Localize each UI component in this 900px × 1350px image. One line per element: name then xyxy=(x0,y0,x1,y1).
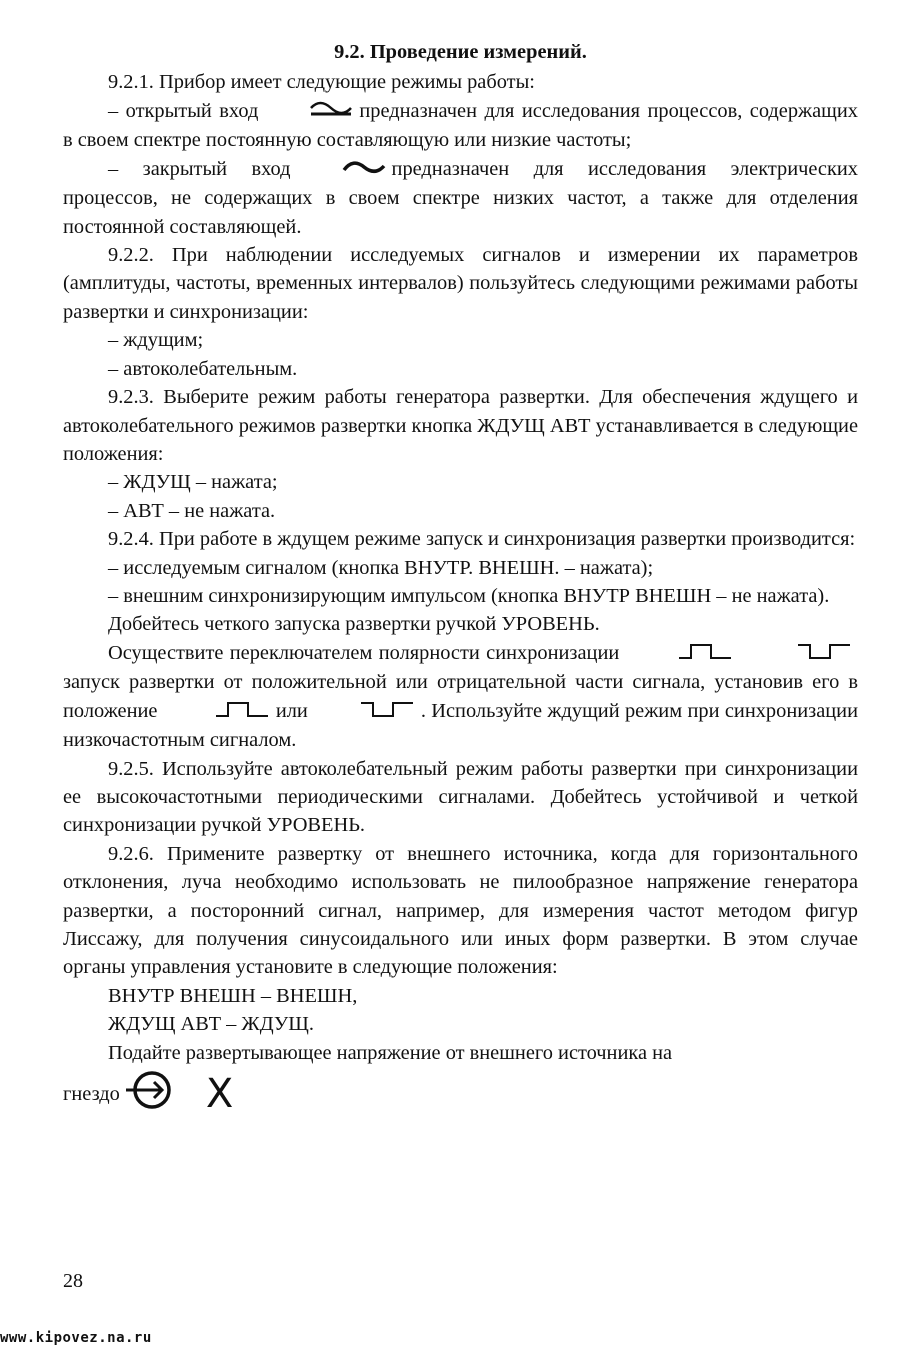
paragraph-9-2-1: 9.2.1. Прибор имеет следующие режимы работы: xyxy=(108,71,535,94)
paragraph-9-2-6: 9.2.6. Примените развертку от внешнего источника, когда для горизонтального отклонения, луча необходимо использовать не пилообразное напряжение генератора развертки, а посторонний сигнал, например, для измерения частот методом фигур Лиссажу, для получения синусоидального или иных форм развертки. В этом случае органы управления установите в следующие положения: xyxy=(63,842,858,979)
polarity-text-2: . Используйте ждущий режим при синхронизации низкочастотным сигналом. xyxy=(63,699,858,752)
ac-coupling-icon xyxy=(297,156,386,184)
x-mark: X xyxy=(205,1071,234,1118)
paragraph-level: Добейтесь четкого запуска развертки ручкой УРОВЕНЬ. xyxy=(108,613,600,636)
paragraph-9-2-3: 9.2.3. Выберите режим работы генератора развертки. Для обеспечения ждущего и автоколебательного режимов развертки кнопка ЖДУЩ АВТ устанавливается в следующие положения: xyxy=(63,386,858,465)
list-item-internal: – исследуемым сигналом (кнопка ВНУТР. ВНЕШН. – нажата); xyxy=(108,556,654,579)
polarity-or: или xyxy=(275,699,308,722)
page-number: 28 xyxy=(63,1270,83,1292)
positive-pulse-icon xyxy=(169,698,270,726)
polarity-text-1: запуск развертки от положительной или отрицательной части сигнала, установив его в положение xyxy=(63,671,858,722)
setting-vnutr-vnesh: ВНУТР ВНЕШН – ВНЕШН, xyxy=(108,984,358,1007)
list-item-external: – внешним синхронизирующим импульсом (кнопка ВНУТР ВНЕШН – не нажата). xyxy=(108,584,830,607)
paragraph-polarity xyxy=(63,639,858,755)
open-input-text: предназначен для исследования процессов, содержащих в своем спектре постоянную составляющую или низкие частоты; xyxy=(63,99,858,152)
closed-input-label: – закрытый вход xyxy=(108,157,291,180)
paragraph-closed-input xyxy=(63,155,858,241)
paragraph-9-2-5: 9.2.5. Используйте автоколебательный режим работы развертки при синхронизации ее высокочастотными периодическими сигналами. Добейтесь устойчивой и четкой синхронизации ручкой УРОВЕНЬ. xyxy=(63,757,858,837)
paragraph-open-input xyxy=(63,97,858,155)
closed-input-text: предназначен для исследования электрических процессов, не содержащих в своем спектре низких частот, а также для отделения постоянной составляющей. xyxy=(63,157,858,238)
list-item-waiting: – ждущим; xyxy=(108,329,204,352)
document-page xyxy=(63,38,858,1119)
negative-pulse-icon xyxy=(314,698,415,726)
negative-pulse-icon xyxy=(751,640,852,668)
section-title: 9.2. Проведение измерений. xyxy=(334,41,587,63)
jack-line xyxy=(63,1069,858,1119)
open-input-label: – открытый вход xyxy=(108,99,259,122)
paragraph-9-2-4: 9.2.4. При работе в ждущем режиме запуск и синхронизация развертки производится: xyxy=(108,528,856,551)
paragraph-9-2-2: 9.2.2. При наблюдении исследуемых сигналов и измерении их параметров (амплитуды, частоты, временных интервалов) пользуйтесь следующими режимами работы развертки и синхронизации: xyxy=(63,244,858,323)
jack-label: гнездо xyxy=(63,1083,120,1106)
list-item-zhdusch: – ЖДУЩ – нажата; xyxy=(108,471,278,494)
setting-zhdusch-avt: ЖДУЩ АВТ – ЖДУЩ. xyxy=(108,1013,314,1036)
external-input-jack-icon xyxy=(126,1069,172,1119)
footer-url: www.kipovez.na.ru xyxy=(0,1330,152,1346)
paragraph-apply-voltage: Подайте развертывающее напряжение от внешнего источника на xyxy=(108,1041,673,1064)
list-item-avt: – АВТ – не нажата. xyxy=(108,499,276,522)
positive-pulse-icon xyxy=(632,640,733,668)
list-item-auto: – автоколебательным. xyxy=(108,357,298,380)
polarity-intro: Осуществите переключателем полярности синхронизации xyxy=(108,641,620,664)
dc-coupling-icon xyxy=(264,98,353,126)
